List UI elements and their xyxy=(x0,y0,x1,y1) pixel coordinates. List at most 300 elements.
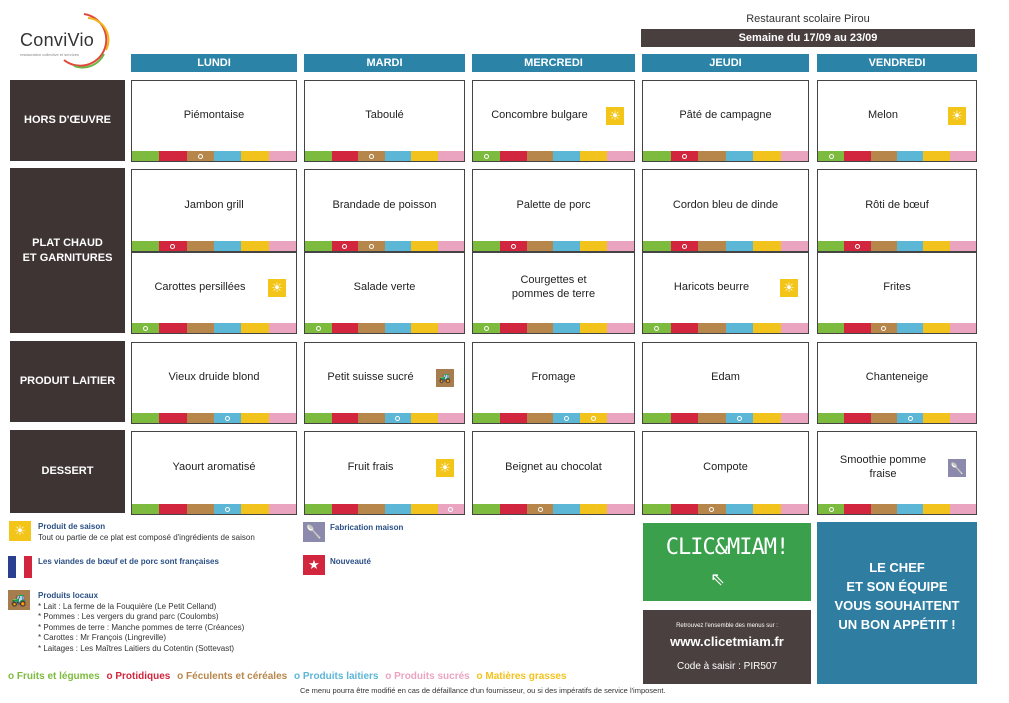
chef-message xyxy=(817,522,977,684)
food-group-segment xyxy=(159,504,186,514)
food-group-segment xyxy=(159,323,186,333)
dish-name: Piémontaise xyxy=(183,109,245,121)
food-group-segment xyxy=(897,413,923,423)
food-group-bar xyxy=(305,323,464,333)
food-group-bar xyxy=(818,323,976,333)
food-group-segment xyxy=(500,323,527,333)
menu-cell-laitier xyxy=(472,342,635,424)
food-group-bar xyxy=(305,151,464,161)
food-group-bar xyxy=(643,413,808,423)
food-group-segment xyxy=(358,151,385,161)
food-group-segment xyxy=(607,241,634,251)
food-group-segment xyxy=(385,413,412,423)
food-group-segment xyxy=(871,323,897,333)
tractor-icon: 🚜 xyxy=(436,369,454,387)
food-group-segment xyxy=(527,241,554,251)
food-group-segment xyxy=(580,413,607,423)
dish-name: Jambon grill xyxy=(184,198,244,211)
dish-name: Fromage xyxy=(531,371,576,383)
legend-local-item: * Carottes : Mr François (Lingreville) xyxy=(38,633,167,642)
food-group-bar xyxy=(818,241,976,251)
dish-name: Palette de porc xyxy=(516,198,591,211)
menu-cell-plat xyxy=(304,169,465,252)
food-group-segment xyxy=(950,151,976,161)
food-group-segment xyxy=(753,413,781,423)
food-group-marker xyxy=(881,326,886,331)
food-group-bar xyxy=(132,504,296,514)
day-header-mercredi: MERCREDI xyxy=(472,54,635,72)
food-group-marker xyxy=(538,507,543,512)
food-group-segment xyxy=(698,413,726,423)
week-banner: Semaine du 17/09 au 23/09 xyxy=(641,29,975,47)
legend-season-title: Produit de saison xyxy=(38,522,106,531)
food-group-segment xyxy=(187,241,214,251)
sun-icon: ☀ xyxy=(948,107,966,125)
food-group-marker xyxy=(682,154,687,159)
food-group-segment xyxy=(214,504,241,514)
food-group-segment xyxy=(269,323,296,333)
food-group-segment xyxy=(553,413,580,423)
food-group-segment xyxy=(753,504,781,514)
food-group-segment xyxy=(818,323,844,333)
dish-name: Rôti de bœuf xyxy=(865,198,929,211)
menu-cell-plat xyxy=(642,169,809,252)
menu-cell-garniture xyxy=(304,252,465,334)
food-group-marker xyxy=(369,244,374,249)
clicmiam-info: Retrouvez l'ensemble des menus sur : xyxy=(676,623,778,629)
clicmiam-code: Code à saisir : PIR507 xyxy=(676,661,778,672)
legend-sun-icon: ☀ xyxy=(9,521,31,541)
food-group-segment xyxy=(214,241,241,251)
food-group-marker xyxy=(225,507,230,512)
food-group-segment xyxy=(527,504,554,514)
legend-local-title: Produits locaux xyxy=(38,591,99,600)
dish-name: Haricots beurre xyxy=(673,281,750,293)
food-group-segment xyxy=(726,413,754,423)
category-plat-chaud: PLAT CHAUD ET GARNITURES xyxy=(10,168,125,333)
food-group-segment xyxy=(358,504,385,514)
day-header-vendredi: VENDREDI xyxy=(817,54,977,72)
food-group-segment xyxy=(726,504,754,514)
logo-tagline: restauration collective et services xyxy=(20,52,79,57)
food-group-segment xyxy=(781,241,809,251)
food-group-segment xyxy=(187,413,214,423)
food-group-marker xyxy=(143,326,148,331)
dish-name: Petit suisse sucré xyxy=(327,371,414,383)
food-group-bar xyxy=(132,413,296,423)
food-group-segment xyxy=(358,241,385,251)
food-group-segment xyxy=(332,504,359,514)
food-group-segment xyxy=(159,151,186,161)
food-group-segment xyxy=(527,151,554,161)
food-group-segment xyxy=(214,151,241,161)
food-group-fruits: o Fruits et légumes xyxy=(8,671,100,682)
food-group-marker xyxy=(198,154,203,159)
food-group-marker xyxy=(484,326,489,331)
food-group-segment xyxy=(781,504,809,514)
food-group-segment xyxy=(500,241,527,251)
food-group-sucres: o Produits sucrés xyxy=(385,671,470,682)
food-group-segment xyxy=(923,504,949,514)
menu-cell-laitier xyxy=(817,342,977,424)
food-group-marker xyxy=(511,244,516,249)
category-dessert: DESSERT xyxy=(10,430,125,513)
food-group-segment xyxy=(844,504,870,514)
food-group-segment xyxy=(844,323,870,333)
food-group-segment xyxy=(385,323,412,333)
food-group-bar xyxy=(818,151,976,161)
food-group-bar xyxy=(305,241,464,251)
food-group-segment xyxy=(950,504,976,514)
food-group-segment xyxy=(844,241,870,251)
food-group-segment xyxy=(332,413,359,423)
food-group-segment xyxy=(132,504,159,514)
menu-cell-dessert xyxy=(472,431,635,515)
food-group-marker xyxy=(829,507,834,512)
menu-cell-dessert xyxy=(131,431,297,515)
dish-name: Frites xyxy=(883,281,911,293)
menu-cell-hors xyxy=(472,80,635,162)
food-group-segment xyxy=(187,151,214,161)
food-group-segment xyxy=(358,413,385,423)
food-group-segment xyxy=(132,413,159,423)
food-group-segment xyxy=(607,151,634,161)
food-group-segment xyxy=(187,323,214,333)
dish-name: Vieux druide blond xyxy=(168,371,260,383)
food-group-segment xyxy=(527,413,554,423)
food-group-marker xyxy=(682,244,687,249)
food-group-segment xyxy=(411,323,438,333)
food-group-bar xyxy=(643,323,808,333)
food-group-segment xyxy=(527,323,554,333)
food-group-segment xyxy=(187,504,214,514)
menu-cell-garniture xyxy=(131,252,297,334)
restaurant-name: Restaurant scolaire Pirou xyxy=(746,13,870,25)
food-group-segment xyxy=(438,151,465,161)
food-group-segment xyxy=(643,151,671,161)
day-header-lundi: LUNDI xyxy=(131,54,297,72)
food-group-bar xyxy=(473,241,634,251)
dish-name: Melon xyxy=(868,109,898,121)
menu-cell-hors xyxy=(304,80,465,162)
food-group-matieres-grasses: o Matières grasses xyxy=(476,671,567,682)
food-group-segment xyxy=(671,151,699,161)
clicmiam-banner xyxy=(643,523,811,601)
food-group-segment xyxy=(643,413,671,423)
food-group-marker xyxy=(709,507,714,512)
legend-local xyxy=(38,591,244,654)
convivio-logo xyxy=(14,10,124,70)
food-group-segment xyxy=(698,323,726,333)
food-group-marker xyxy=(855,244,860,249)
food-group-marker xyxy=(225,416,230,421)
cursor-icon: ⇖ xyxy=(710,569,726,589)
food-group-segment xyxy=(473,241,500,251)
food-group-segment xyxy=(818,151,844,161)
food-group-segment xyxy=(897,151,923,161)
food-group-marker xyxy=(591,416,596,421)
food-group-segment xyxy=(241,323,268,333)
menu-cell-plat xyxy=(131,169,297,252)
whisk-icon: 🥄 xyxy=(948,459,966,477)
food-group-segment xyxy=(500,504,527,514)
food-group-marker xyxy=(448,507,453,512)
food-group-bar xyxy=(305,504,464,514)
food-group-segment xyxy=(553,151,580,161)
food-group-segment xyxy=(923,151,949,161)
food-group-segment xyxy=(305,413,332,423)
food-group-marker xyxy=(908,416,913,421)
food-group-bar xyxy=(132,323,296,333)
food-group-laitiers: o Produits laitiers xyxy=(294,671,379,682)
legend-local-item: * Pommes : Les vergers du grand parc (Coulombs) xyxy=(38,612,219,621)
clicmiam-url[interactable]: www.clicetmiam.fr xyxy=(670,634,784,649)
food-group-marker xyxy=(484,154,489,159)
food-group-segment xyxy=(241,241,268,251)
food-group-segment xyxy=(411,241,438,251)
menu-cell-hors xyxy=(642,80,809,162)
legend-season-text: Tout ou partie de ce plat est composé d'ingrédients de saison xyxy=(38,532,255,542)
food-group-segment xyxy=(473,504,500,514)
food-group-segment xyxy=(332,241,359,251)
food-group-segment xyxy=(871,504,897,514)
food-group-marker xyxy=(342,244,347,249)
legend-new: Nouveauté xyxy=(330,557,371,566)
food-group-segment xyxy=(411,413,438,423)
logo-name: ConviVio xyxy=(20,30,95,50)
disclaimer: Ce menu pourra être modifié en cas de défaillance d'un fournisseur, ou si des impératifs de service l'imposent. xyxy=(300,686,666,695)
dish-name: Smoothie pomme fraise xyxy=(839,454,927,480)
food-group-segment xyxy=(473,151,500,161)
category-produit-laitier: PRODUIT LAITIER xyxy=(10,341,125,422)
menu-cell-hors xyxy=(817,80,977,162)
food-group-segment xyxy=(781,151,809,161)
menu-cell-plat xyxy=(472,169,635,252)
food-group-segment xyxy=(950,241,976,251)
food-group-segment xyxy=(844,151,870,161)
food-group-segment xyxy=(753,151,781,161)
menu-cell-laitier xyxy=(304,342,465,424)
dish-name: Carottes persillées xyxy=(154,281,246,293)
food-group-segment xyxy=(385,241,412,251)
dish-name: Pâté de campagne xyxy=(679,109,772,121)
legend-star-icon: ★ xyxy=(303,555,325,575)
day-header-jeudi: JEUDI xyxy=(642,54,809,72)
legend-local-item: * Pommes de terre : Manche pommes de terre (Créances) xyxy=(38,622,245,632)
menu-cell-dessert xyxy=(817,431,977,515)
food-group-segment xyxy=(411,504,438,514)
food-group-segment xyxy=(818,413,844,423)
food-group-segment xyxy=(132,151,159,161)
food-group-segment xyxy=(698,151,726,161)
dish-name: Courgettes et pommes de terre xyxy=(511,274,596,300)
food-group-segment xyxy=(438,323,465,333)
dish-name: Concombre bulgare xyxy=(491,109,588,121)
food-group-segment xyxy=(671,241,699,251)
menu-cell-garniture xyxy=(642,252,809,334)
food-group-segment xyxy=(698,504,726,514)
food-group-segment xyxy=(473,323,500,333)
food-group-bar xyxy=(132,241,296,251)
food-group-segment xyxy=(500,413,527,423)
food-group-bar xyxy=(643,504,808,514)
food-group-bar xyxy=(305,413,464,423)
food-group-bar xyxy=(473,413,634,423)
food-group-marker xyxy=(654,326,659,331)
food-group-segment xyxy=(844,413,870,423)
food-group-segment xyxy=(241,504,268,514)
food-group-segment xyxy=(698,241,726,251)
food-group-segment xyxy=(897,241,923,251)
food-group-segment xyxy=(473,413,500,423)
food-group-segment xyxy=(781,413,809,423)
french-flag-icon xyxy=(8,556,32,578)
food-group-marker xyxy=(316,326,321,331)
day-header-mardi: MARDI xyxy=(304,54,465,72)
legend-tractor-icon: 🚜 xyxy=(8,590,30,610)
food-group-segment xyxy=(305,504,332,514)
menu-cell-garniture xyxy=(472,252,635,334)
legend-whisk-icon: 🥄 xyxy=(303,522,325,542)
sun-icon: ☀ xyxy=(606,107,624,125)
food-group-bar xyxy=(473,151,634,161)
food-group-segment xyxy=(871,151,897,161)
food-group-segment xyxy=(269,504,296,514)
category-hors-doeuvre: HORS D'ŒUVRE xyxy=(10,80,125,161)
food-group-segment xyxy=(132,323,159,333)
dish-name: Taboulé xyxy=(365,109,404,121)
food-group-segment xyxy=(753,323,781,333)
food-group-segment xyxy=(726,151,754,161)
food-group-segment xyxy=(950,323,976,333)
food-group-segment xyxy=(923,241,949,251)
food-group-segment xyxy=(580,323,607,333)
menu-cell-hors xyxy=(131,80,297,162)
food-group-segment xyxy=(923,413,949,423)
food-group-marker xyxy=(829,154,834,159)
food-group-segment xyxy=(726,323,754,333)
dish-name: Brandade de poisson xyxy=(332,198,437,211)
food-group-marker xyxy=(170,244,175,249)
food-group-segment xyxy=(671,323,699,333)
legend-french-meat: Les viandes de bœuf et de porc sont françaises xyxy=(38,557,219,566)
food-group-segment xyxy=(897,504,923,514)
food-group-segment xyxy=(214,323,241,333)
food-group-segment xyxy=(818,504,844,514)
food-group-segment xyxy=(553,241,580,251)
food-group-segment xyxy=(305,151,332,161)
food-group-segment xyxy=(438,241,465,251)
food-group-segment xyxy=(671,504,699,514)
food-group-bar xyxy=(473,323,634,333)
food-group-segment xyxy=(438,504,465,514)
food-group-segment xyxy=(159,241,186,251)
food-group-segment xyxy=(580,241,607,251)
legend-season xyxy=(38,522,255,543)
food-group-segment xyxy=(753,241,781,251)
food-group-segment xyxy=(871,413,897,423)
food-group-marker xyxy=(737,416,742,421)
food-group-segment xyxy=(950,413,976,423)
food-group-segment xyxy=(897,323,923,333)
food-group-segment xyxy=(438,413,465,423)
food-group-segment xyxy=(411,151,438,161)
dish-name: Compote xyxy=(703,461,748,473)
chef-message-text: LE CHEF ET SON ÉQUIPE VOUS SOUHAITENT UN BON APPÉTIT ! xyxy=(834,560,960,632)
food-group-segment xyxy=(671,413,699,423)
food-group-protidiques: o Protidiques xyxy=(106,671,171,682)
clicmiam-title: CLIC&MIAM! xyxy=(665,535,789,560)
legend-local-item: * Lait : La ferme de la Fouquière (Le Petit Celland) xyxy=(38,601,217,611)
food-group-bar xyxy=(643,151,808,161)
food-group-segment xyxy=(818,241,844,251)
food-group-segment xyxy=(607,504,634,514)
food-group-segment xyxy=(269,151,296,161)
food-group-segment xyxy=(305,241,332,251)
food-group-marker xyxy=(395,416,400,421)
food-group-segment xyxy=(332,151,359,161)
sun-icon: ☀ xyxy=(780,279,798,297)
food-group-segment xyxy=(500,151,527,161)
food-groups-legend xyxy=(8,671,571,682)
menu-cell-dessert xyxy=(304,431,465,515)
food-group-segment xyxy=(781,323,809,333)
food-group-segment xyxy=(305,323,332,333)
food-group-segment xyxy=(726,241,754,251)
sun-icon: ☀ xyxy=(268,279,286,297)
food-group-segment xyxy=(132,241,159,251)
food-group-segment xyxy=(385,504,412,514)
food-group-segment xyxy=(269,413,296,423)
dish-name: Edam xyxy=(711,371,740,383)
menu-cell-garniture xyxy=(817,252,977,334)
food-group-segment xyxy=(580,151,607,161)
food-group-segment xyxy=(214,413,241,423)
dish-name: Salade verte xyxy=(353,281,416,293)
menu-cell-laitier xyxy=(131,342,297,424)
food-group-segment xyxy=(643,241,671,251)
dish-name: Yaourt aromatisé xyxy=(172,461,256,473)
food-group-marker xyxy=(369,154,374,159)
food-group-segment xyxy=(607,323,634,333)
food-group-bar xyxy=(132,151,296,161)
food-group-marker xyxy=(564,416,569,421)
food-group-segment xyxy=(358,323,385,333)
food-group-segment xyxy=(643,504,671,514)
food-group-segment xyxy=(871,241,897,251)
food-group-segment xyxy=(385,151,412,161)
dish-name: Beignet au chocolat xyxy=(505,461,602,473)
dish-name: Chanteneige xyxy=(865,371,929,383)
sun-icon: ☀ xyxy=(436,459,454,477)
legend-local-item: * Laitages : Les Maîtres Laitiers du Cotentin (Sottevast) xyxy=(38,643,235,653)
menu-cell-plat xyxy=(817,169,977,252)
food-group-segment xyxy=(607,413,634,423)
dish-name: Fruit frais xyxy=(347,461,394,473)
menu-cell-laitier xyxy=(642,342,809,424)
food-group-segment xyxy=(643,323,671,333)
legend-homemade: Fabrication maison xyxy=(330,523,404,532)
food-group-segment xyxy=(923,323,949,333)
food-group-bar xyxy=(818,504,976,514)
clicmiam-info-box xyxy=(643,610,811,684)
food-group-segment xyxy=(332,323,359,333)
food-group-bar xyxy=(473,504,634,514)
food-group-segment xyxy=(580,504,607,514)
food-group-bar xyxy=(643,241,808,251)
food-group-bar xyxy=(818,413,976,423)
food-group-feculents: o Féculents et céréales xyxy=(177,671,288,682)
